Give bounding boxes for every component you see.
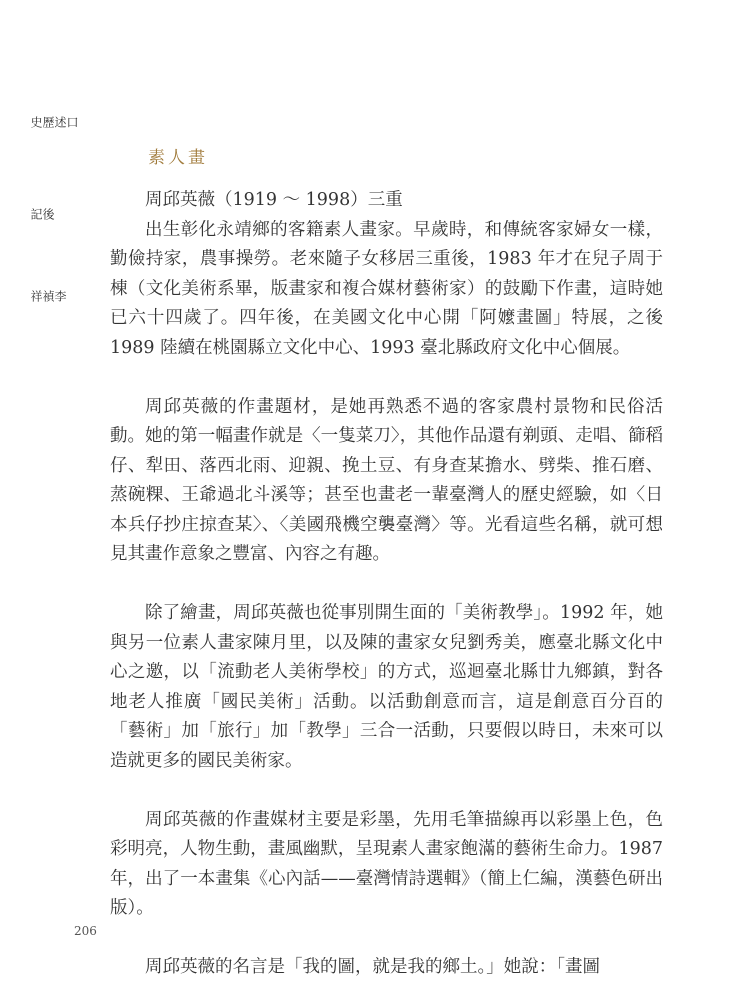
- running-head-series: 口述歷史: [29, 116, 79, 130]
- paragraph: 出生彰化永靖鄉的客籍素人畫家。早歲時，和傳統客家婦女一樣，勤儉持家，農事操勞。老來隨子女移居三重後，1983 年才在兒子周于棟（文化美術系畢，版畫家和複合媒材藝術家）的鼓勵下作畫，這時她已六十四歲了。四年後，在美國文化中心開「阿嬤畫圖」特展，之後 1989 陸續在桃園縣立文化中心、1993 臺北縣政府文化中心個展。: [110, 219, 663, 358]
- page-number: 206: [74, 924, 97, 938]
- running-head-section: 後記: [29, 208, 55, 222]
- entry-heading: 周邱英薇（1919 ～ 1998）三重: [145, 190, 403, 210]
- running-head-author: 李禎祥: [29, 290, 67, 306]
- section-title: 素人畫: [148, 148, 208, 168]
- body-text: [110, 186, 663, 983]
- paragraph: 除了繪畫，周邱英薇也從事別開生面的「美術教學」。1992 年，她與另一位素人畫家陳月里，以及陳的畫家女兒劉秀美，應臺北縣文化中心之邀，以「流動老人美術學校」的方式，巡迴臺北縣廿九鄉鎮，對各地老人推廣「國民美術」活動。以活動創意而言，這是創意百分百的「藝術」加「旅行」加「教學」三合一活動，只要假以時日，未來可以造就更多的國民美術家。: [110, 603, 663, 771]
- paragraph: 周邱英薇的作畫媒材主要是彩墨，先用毛筆描線再以彩墨上色，色彩明亮，人物生動，畫風幽默，呈現素人畫家飽滿的藝術生命力。1987 年，出了一本畫集《心內話——臺灣情詩選輯》（簡上仁編，漢藝色研出版）。: [110, 809, 663, 918]
- paragraph: 周邱英薇的作畫題材，是她再熟悉不過的客家農村景物和民俗活動。她的第一幅畫作就是〈一隻菜刀〉，其他作品還有剃頭、走唱、篩稻仔、犁田、落西北雨、迎親、挽土豆、有身查某擔水、劈柴、推石磨、蒸碗粿、王爺過北斗溪等；甚至也畫老一輩臺灣人的歷史經驗，如〈日本兵仔抄庄掠查某〉、〈美國飛機空襲臺灣〉等。光看這些名稱，就可想見其畫作意象之豐富、內容之有趣。: [110, 396, 663, 564]
- paragraph: 周邱英薇的名言是「我的圖，就是我的鄉土。」她說：「畫圖: [145, 957, 600, 977]
